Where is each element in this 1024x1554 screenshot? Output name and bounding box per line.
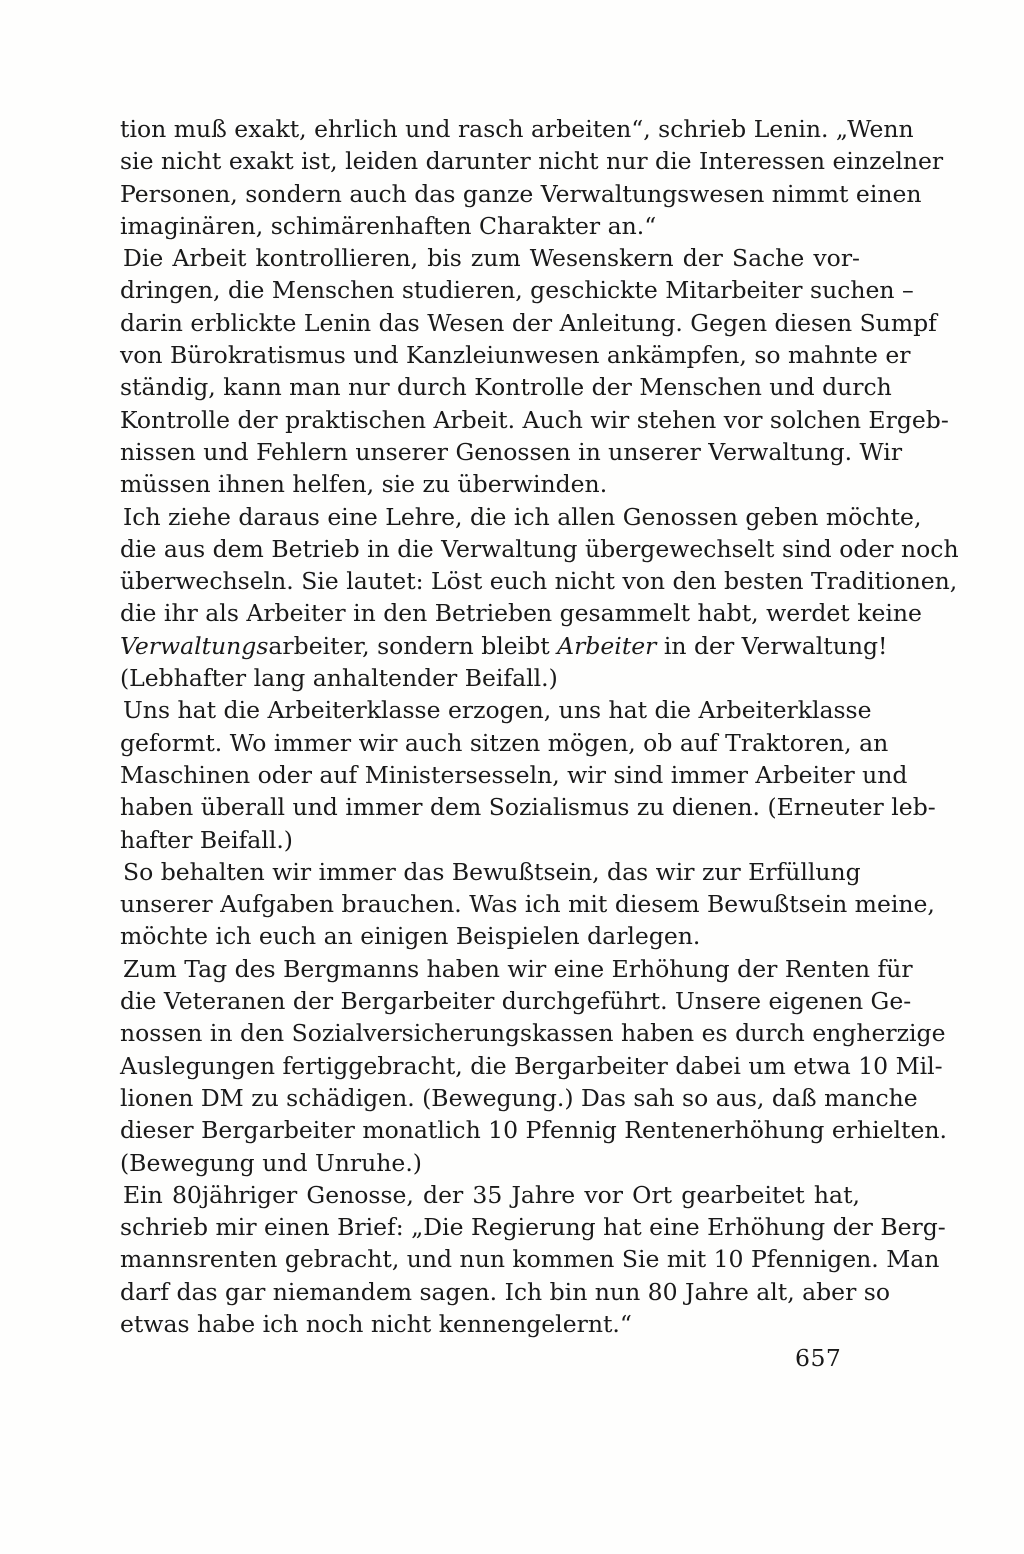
text-line: nossen in den Sozialversicherungskassen haben es durch engherzige [120, 1019, 946, 1048]
text-line [120, 630, 888, 662]
text-line: Die Arbeit kontrollieren, bis zum Wesenskern der Sache vor- [123, 244, 860, 273]
text-line: mannsrenten gebracht, und nun kommen Sie mit 10 Pfennigen. Man [120, 1245, 940, 1274]
emphasis-text: Arbeiter [557, 631, 657, 660]
text-line: hafter Beifall.) [120, 825, 293, 854]
text-line: nissen und Fehlern unserer Genossen in unserer Verwaltung. Wir [120, 437, 903, 466]
text-line: Uns hat die Arbeiterklasse erzogen, uns hat die Arbeiterklasse [123, 696, 872, 725]
text-line: dringen, die Menschen studieren, geschickte Mitarbeiter suchen – [120, 276, 914, 305]
text-line: Kontrolle der praktischen Arbeit. Auch wir stehen vor solchen Ergeb- [120, 405, 949, 434]
text-line: Maschinen oder auf Ministersesseln, wir sind immer Arbeiter und [120, 760, 908, 789]
text-line: Ein 80jähriger Genosse, der 35 Jahre vor Ort gearbeitet hat, [123, 1180, 860, 1209]
text-segment: arbeiter, sondern bleibt [268, 631, 558, 660]
text-line: Auslegungen fertiggebracht, die Bergarbeiter dabei um etwa 10 Mil- [120, 1051, 943, 1080]
text-line: dieser Bergarbeiter monatlich 10 Pfennig Rentenerhöhung erhielten. [120, 1116, 947, 1145]
text-line: imaginären, schimärenhaften Charakter an.“ [120, 211, 657, 240]
text-line: die Veteranen der Bergarbeiter durchgeführt. Unsere eigenen Ge- [120, 987, 912, 1016]
text-line: tion muß exakt, ehrlich und rasch arbeiten“, schrieb Lenin. „Wenn [120, 115, 914, 143]
body-text [120, 113, 959, 1340]
text-line: (Lebhafter lang anhaltender Beifall.) [120, 664, 558, 693]
text-line: Zum Tag des Bergmanns haben wir eine Erhöhung der Renten für [123, 954, 913, 983]
text-line: etwas habe ich noch nicht kennengelernt.“ [120, 1309, 632, 1338]
text-line: So behalten wir immer das Bewußtsein, das wir zur Erfüllung [123, 857, 861, 886]
text-line: Personen, sondern auch das ganze Verwaltungswesen nimmt einen [120, 179, 922, 208]
text-segment: in der Verwaltung! [656, 631, 888, 660]
text-line: schrieb mir einen Brief: „Die Regierung hat eine Erhöhung der Berg- [120, 1213, 946, 1242]
text-line: die aus dem Betrieb in die Verwaltung übergewechselt sind oder noch [120, 534, 959, 563]
text-line: darf das gar niemandem sagen. Ich bin nun 80 Jahre alt, aber so [120, 1277, 891, 1306]
text-line: geformt. Wo immer wir auch sitzen mögen, ob auf Traktoren, an [120, 728, 889, 757]
text-line: ständig, kann man nur durch Kontrolle der Menschen und durch [120, 373, 892, 402]
text-line: (Bewegung und Unruhe.) [120, 1148, 422, 1177]
text-line: haben überall und immer dem Sozialismus zu dienen. (Erneuter leb- [120, 793, 936, 822]
text-line: darin erblickte Lenin das Wesen der Anleitung. Gegen diesen Sumpf [120, 308, 937, 337]
text-line: Ich ziehe daraus eine Lehre, die ich allen Genossen geben möchte, [123, 502, 922, 531]
text-line: unserer Aufgaben brauchen. Was ich mit diesem Bewußtsein meine, [120, 890, 935, 919]
text-line: sie nicht exakt ist, leiden darunter nicht nur die Interessen einzelner [120, 147, 944, 176]
page-number: 657 [795, 1344, 842, 1372]
text-line: überwechseln. Sie lautet: Löst euch nicht von den besten Traditionen, [120, 567, 958, 596]
text-line: von Bürokratismus und Kanzleiunwesen ankämpfen, so mahnte er [120, 341, 911, 370]
text-line: lionen DM zu schädigen. (Bewegung.) Das sah so aus, daß manche [120, 1083, 918, 1112]
text-line: möchte ich euch an einigen Beispielen darlegen. [120, 922, 701, 951]
text-line: müssen ihnen helfen, sie zu überwinden. [120, 470, 608, 499]
emphasis-text: Verwaltungs [120, 631, 269, 660]
text-line: die ihr als Arbeiter in den Betrieben gesammelt habt, werdet keine [120, 599, 922, 628]
